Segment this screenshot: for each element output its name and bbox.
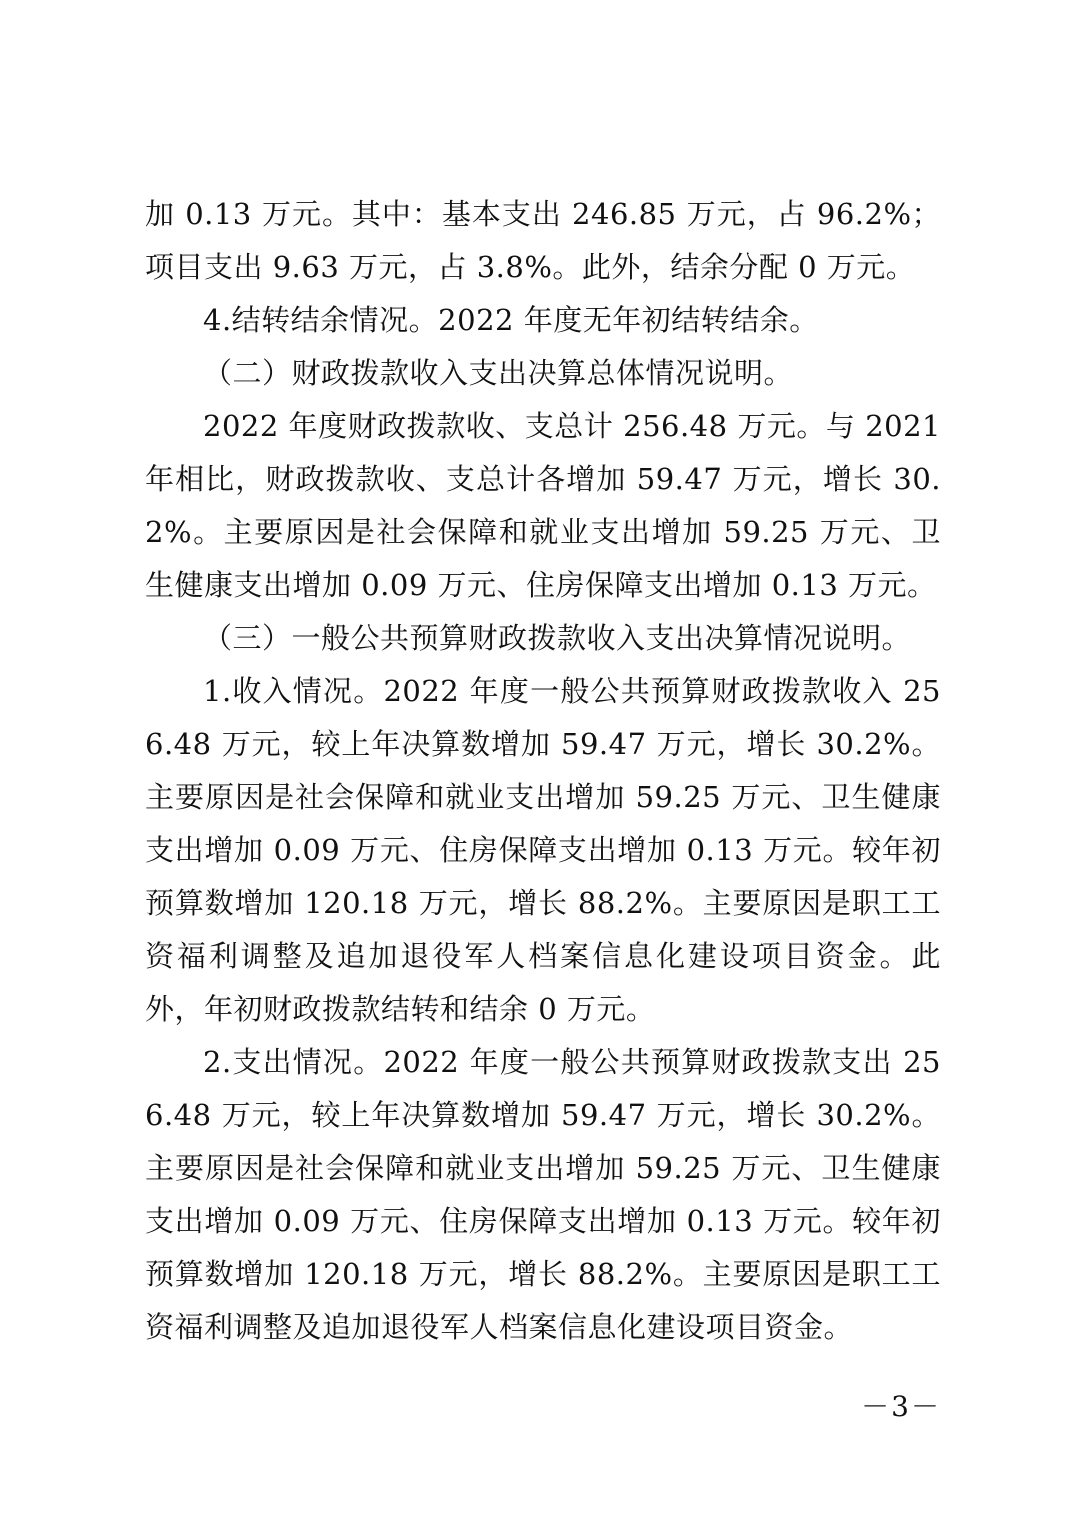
paragraph-income: 1.收入情况。2022 年度一般公共预算财政拨款收入 256.48 万元，较上年决算数增加 59.47 万元，增长 30.2%。主要原因是社会保障和就业支出增加 59.25 万元、卫生健康支出增加 0.09 万元、住房保障支出增加 0.13 万元。较年初预算数增加 120.18 万元，增长 88.2%。主要原因是职工工资福利调整及追加退役军人档案信息化建设项目资金。此外，年初财政拨款结转和结余 0 万元。: [145, 674, 941, 1026]
section-heading-2: （二）财政拨款收入支出决算总体情况说明。: [203, 356, 794, 390]
paragraph-fiscal-total: 2022 年度财政拨款收、支总计 256.48 万元。与 2021 年相比，财政拨款收、支总计各增加 59.47 万元，增长 30.2%。主要原因是社会保障和就业支出增加 59.25 万元、卫生健康支出增加 0.09 万元、住房保障支出增加 0.13 万元。: [145, 409, 941, 602]
section-heading-3: （三）一般公共预算财政拨款收入支出决算情况说明。: [203, 621, 912, 655]
paragraph-continuation: 加 0.13 万元。其中：基本支出 246.85 万元，占 96.2%；项目支出 9.63 万元，占 3.8%。此外，结余分配 0 万元。: [145, 197, 941, 284]
document-body: [145, 188, 941, 1354]
paragraph-carryover: 4.结转结余情况。2022 年度无年初结转结余。: [203, 303, 819, 337]
page-number: －3－: [861, 1390, 941, 1423]
paragraph-expenditure: 2.支出情况。2022 年度一般公共预算财政拨款支出 256.48 万元，较上年决算数增加 59.47 万元，增长 30.2%。主要原因是社会保障和就业支出增加 59.25 万元、卫生健康支出增加 0.09 万元、住房保障支出增加 0.13 万元。较年初预算数增加 120.18 万元，增长 88.2%。主要原因是职工工资福利调整及追加退役军人档案信息化建设项目资金。: [145, 1045, 941, 1344]
